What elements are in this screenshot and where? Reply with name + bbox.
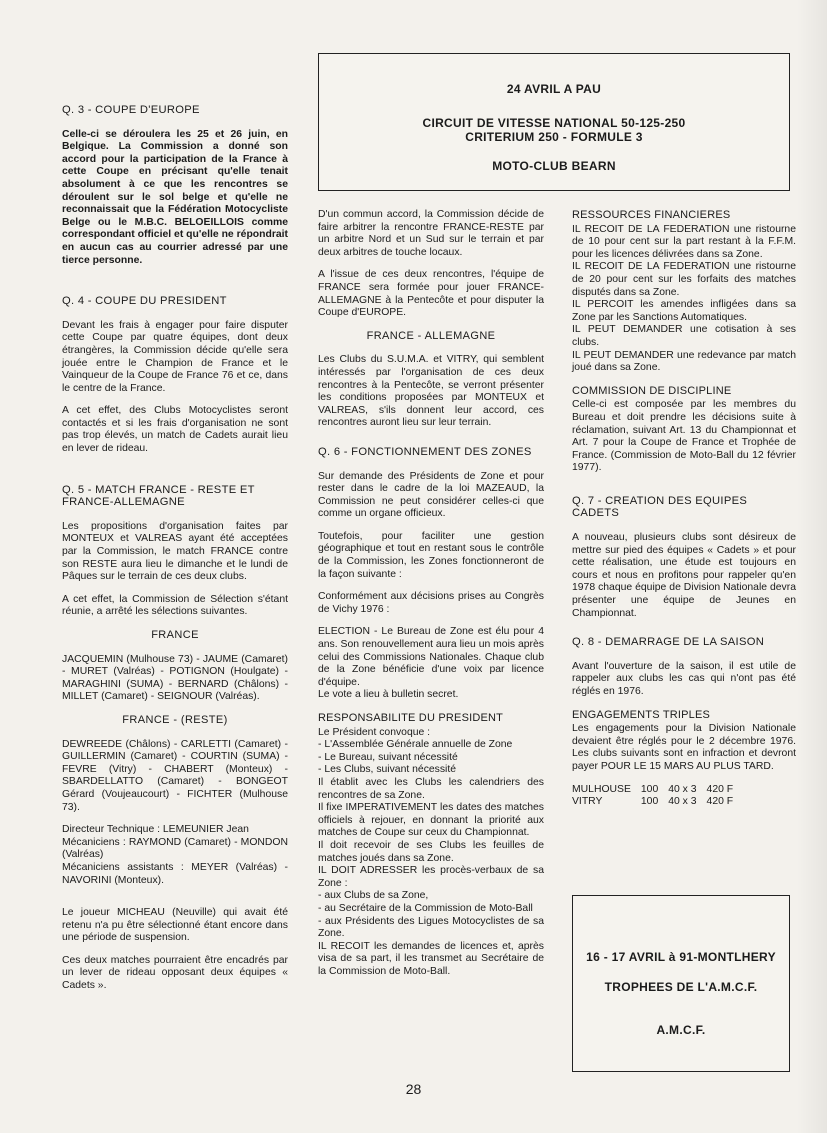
section-heading: Q. 3 - COUPE D'EUROPE — [62, 104, 200, 116]
event-date: 16 - 17 AVRIL à 91-MONTLHERY — [586, 950, 776, 964]
list-item: Il établit avec les Clubs les calendriers des rencontres de sa Zone. — [318, 776, 544, 801]
financial-resources-list — [572, 224, 796, 375]
table-row — [572, 796, 743, 809]
fee-cell: 100 — [640, 796, 659, 808]
list-item: IL PERCOIT les amendes infligées dans sa Zone par les Sanctions Automatiques. — [572, 299, 796, 323]
event-organizer: MOTO-CLUB BEARN — [492, 159, 616, 173]
club-cell: VITRY — [572, 796, 603, 808]
page-number: 28 — [405, 1081, 422, 1097]
subheading: FRANCE - (RESTE) — [122, 713, 228, 726]
event-organizer: A.M.C.F. — [656, 1023, 706, 1037]
text-run: Le vote a lieu à bulletin secret. — [318, 689, 459, 701]
paragraph — [318, 626, 544, 702]
list-item: - aux Présidents des Ligues Motocyclistes de sa Zone. — [318, 915, 544, 940]
paragraph: Devant les frais à engager pour faire disputer cette Coupe par quatre équipes, dont deux étrangères, la Commission décide qu'elle sera jouée entre le Champion de France et le Vainqueur de la Coupe de France 76 et ce, dans le centre de la France. — [62, 319, 288, 394]
total-cell: 420 F — [706, 796, 734, 808]
list-item: IL RECOIT les demandes de licences et, après visa de sa part, il les transmet au Secrétaire de la Commission de Moto-Ball. — [318, 940, 544, 977]
list-item: IL PEUT DEMANDER une redevance par match joué dans sa Zone. — [572, 349, 796, 374]
paragraph: JACQUEMIN (Mulhouse 73) - JAUME (Camaret) - MURET (Valréas) - POTIGNON (Houlgate) - MARAGHINI (SUMA) - BERNARD (Châlons) - MILLET (Camaret) - SEIGNOUR (Valréas). — [62, 653, 288, 703]
list-item: - L'Assemblée Générale annuelle de Zone — [318, 739, 513, 751]
list-item: - aux Clubs de sa Zone, — [318, 890, 429, 902]
event-box-montlhery — [572, 895, 790, 1072]
list-item: - Le Bureau, suivant nécessité — [318, 751, 458, 763]
list-item: IL RECOIT DE LA FEDERATION une ristourne de 10 pour cent sur la part restant à la F.F.M. pour les licences délivrées dans sa Zone. — [572, 223, 796, 260]
paragraph: A cet effet, des Clubs Motocyclistes seront contactés et si les frais d'organisation ne sont pas trop élevés, un match de Cadets aurait lieu en lever de rideau. — [62, 405, 288, 455]
text-run: Celle-ci se déroulera les 25 et 26 juin, en Belgique. La Commission a donné son accord pour la participation de la France à cette Coupe en précisant qu'elle tenait absolument à ce que les rencontres se déroulent — [62, 128, 288, 203]
text-run: sur le sol belge — [117, 191, 210, 203]
total-cell: 420 F — [706, 783, 734, 795]
list-item: IL RECOIT DE LA FEDERATION une ristourne de 20 pour cent sur les forfaits des matches disputés dans sa Zone. — [572, 261, 796, 298]
paragraph: Sur demande des Présidents de Zone et pour rester dans le cadre de la loi MAZEAUD, la Commission ne peut considérer celles-ci que comme un organe officieux. — [318, 470, 544, 520]
paragraph: Les propositions d'organisation faites par MONTEUX et VALREAS ayant été acceptées par la Commission, le match FRANCE contre son RESTE aura lieu le dimanche et le lundi de Pâques sur le terrain de ces deux clubs. — [62, 520, 288, 583]
paragraph: Les engagements pour la Division Nationale devaient être réglés pour le 2 décembre 1976. Les clubs suivants sont en infraction et devront payer POUR LE 15 MARS AU PLUS TARD. — [572, 723, 796, 772]
text-run: que la Fédération Motocycliste Belge — [62, 204, 288, 228]
list-item: - au Secrétaire de la Commission de Moto-Ball — [318, 902, 533, 914]
section-heading: Q. 4 - COUPE DU PRESIDENT — [62, 295, 227, 308]
paragraph: Les Clubs du S.U.M.A. et VITRY, qui semblent intéressés par l'organisation de ces deux rencontres à la Pentecôte, se verront présenter les conditions proposées par MONTEUX et VALREAS, s'ils donnent leur accord, ces rencontres auront lieu sur leur terrain. — [318, 354, 544, 429]
event-title: TROPHEES DE L'A.M.C.F. — [604, 980, 758, 994]
club-cell: MULHOUSE — [572, 783, 631, 795]
paragraph: Celle-ci est composée par les membres du Bureau et doit prendre les décisions suite à réclamation, suivant Art. 13 du Championnat et Art. 7 pour la Coupe de France et Trophée de France. (Commission de Moto-Ball du 12 février 1977). — [572, 399, 796, 474]
text-line: Mécaniciens : RAYMOND (Camaret) - MONDON (Valréas) — [62, 836, 288, 861]
column-left — [62, 104, 288, 1003]
event-subtitle: CRITERIUM 250 - FORMULE 3 — [465, 130, 643, 144]
paragraph: Avant l'ouverture de la saison, il est utile de rappeler aux clubs les cas qui n'ont pas été réglés en 1976. — [572, 660, 796, 697]
list-item: Le Président convoque : — [318, 726, 431, 738]
paragraph: Le joueur MICHEAU (Neuville) qui avait été retenu n'a pu être sélectionné étant encore dans une période de suspension. — [62, 907, 288, 944]
subheading: COMMISSION DE DISCIPLINE — [572, 384, 732, 397]
list-item: Il fixe IMPERATIVEMENT les dates des matches officiels à rejouer, en donnant la priorité aux matches de Coupe sur ceux du Championnat. — [318, 802, 544, 839]
list-item: - Les Clubs, suivant nécessité — [318, 764, 457, 776]
section-heading: Q. 5 - MATCH FRANCE - RESTE ET FRANCE-ALLEMAGNE — [62, 483, 255, 509]
fees-table — [572, 784, 743, 809]
column-right — [572, 209, 796, 819]
president-duties-list — [318, 727, 544, 979]
fee-cell: 40 x 3 — [668, 796, 697, 808]
paragraph: A l'issue de ces deux rencontres, l'équipe de FRANCE sera formée pour jouer FRANCE-ALLEMAGNE à la Pentecôte et pour disputer la Coupe d'EUROPE. — [318, 269, 544, 319]
paragraph: Toutefois, pour faciliter une gestion géographique et tout en restant sous le contrôle de la Commission, les Zones fonctionneront de la façon suivante : — [318, 530, 544, 580]
subheading: RESPONSABILITE DU PRESIDENT — [318, 712, 504, 724]
event-box-pau — [318, 53, 790, 191]
list-item: IL PEUT DEMANDER une cotisation à ses clubs. — [572, 324, 796, 348]
list-item: IL DOIT ADRESSER les procès-verbaux de sa Zone : — [318, 865, 544, 889]
section-heading: Q. 7 - CREATION DES EQUIPES CADETS — [572, 494, 748, 520]
paragraph: A nouveau, plusieurs clubs sont désireux de mettre sur pied des équipes « Cadets » et pour cette réalisation, une étude est toujours en cours et nous en profitons pour rappeler qu'en 1978 chaque équipe de Division Nationale devra présenter une équipe de Jeunes en Championnat. — [572, 532, 796, 619]
fee-cell: 100 — [640, 783, 659, 795]
paragraph — [62, 824, 288, 887]
paragraph — [62, 129, 288, 268]
paragraph: Conformément aux décisions prises au Congrès de Vichy 1976 : — [318, 591, 544, 615]
list-item: Il doit recevoir de ses Clubs les feuilles de matches joués dans sa Zone. — [318, 839, 544, 864]
text-line: Directeur Technique : LEMEUNIER Jean — [62, 824, 249, 836]
event-date: 24 AVRIL A PAU — [506, 82, 602, 96]
event-title: CIRCUIT DE VITESSE NATIONAL 50-125-250 — [422, 116, 686, 130]
page-edge-shadow — [797, 0, 827, 1133]
text-run: le M.B.C. BELOEILLOIS — [118, 216, 244, 228]
subheading: ENGAGEMENTS TRIPLES — [572, 708, 711, 721]
table-row — [572, 784, 743, 797]
text-run: et qu'elle ne reconnaissait — [62, 191, 288, 216]
text-line: Mécaniciens assistants : MEYER (Valréas) - NAVORINI (Monteux). — [62, 861, 288, 886]
text-run: ELECTION - Le Bureau de Zone est élu pour 4 ans. Son renouvellement aura lieu un mois après celui des Commissions Nationales. Chaque club de la Zone bénéficie d'une voix par licence d'équipe. — [318, 626, 544, 688]
subheading: FRANCE — [151, 629, 199, 641]
text-run: ou — [90, 216, 119, 228]
subheading: FRANCE - ALLEMAGNE — [366, 329, 496, 342]
section-heading: Q. 6 - FONCTIONNEMENT DES ZONES — [318, 445, 532, 458]
column-middle — [318, 209, 544, 978]
fee-cell: 40 x 3 — [668, 783, 697, 795]
paragraph: DEWREEDE (Châlons) - CARLETTI (Camaret) - GUILLERMIN (Camaret) - COURTIN (SUMA) - FEVRE (Vitry) - CHABERT (Monteux) - SBARDELLATTO (Camaret) - BONGEOT Gérard (Voujeaucourt) - FICHTER (Mulhouse 73). — [62, 738, 288, 813]
paragraph: D'un commun accord, la Commission décide de faire arbitrer la rencontre FRANCE-RESTE par un arbitre Nord et un Sud sur le terrain et par deux arbitres de touche locaux. — [318, 209, 544, 258]
subheading: RESSOURCES FINANCIERES — [572, 209, 731, 221]
paragraph: Ces deux matches pourraient être encadrés par un lever de rideau opposant deux équipes « Cadets ». — [62, 954, 288, 992]
paragraph: A cet effet, la Commission de Sélection s'étant réunie, a arrêté les sélections suivantes. — [62, 593, 288, 618]
text-run: comme correspondant officiel et qu'elle ne répondrait en aucun cas au courrier adressé par une tierce personne. — [62, 216, 288, 266]
section-heading: Q. 8 - DEMARRAGE DE LA SAISON — [572, 636, 765, 649]
